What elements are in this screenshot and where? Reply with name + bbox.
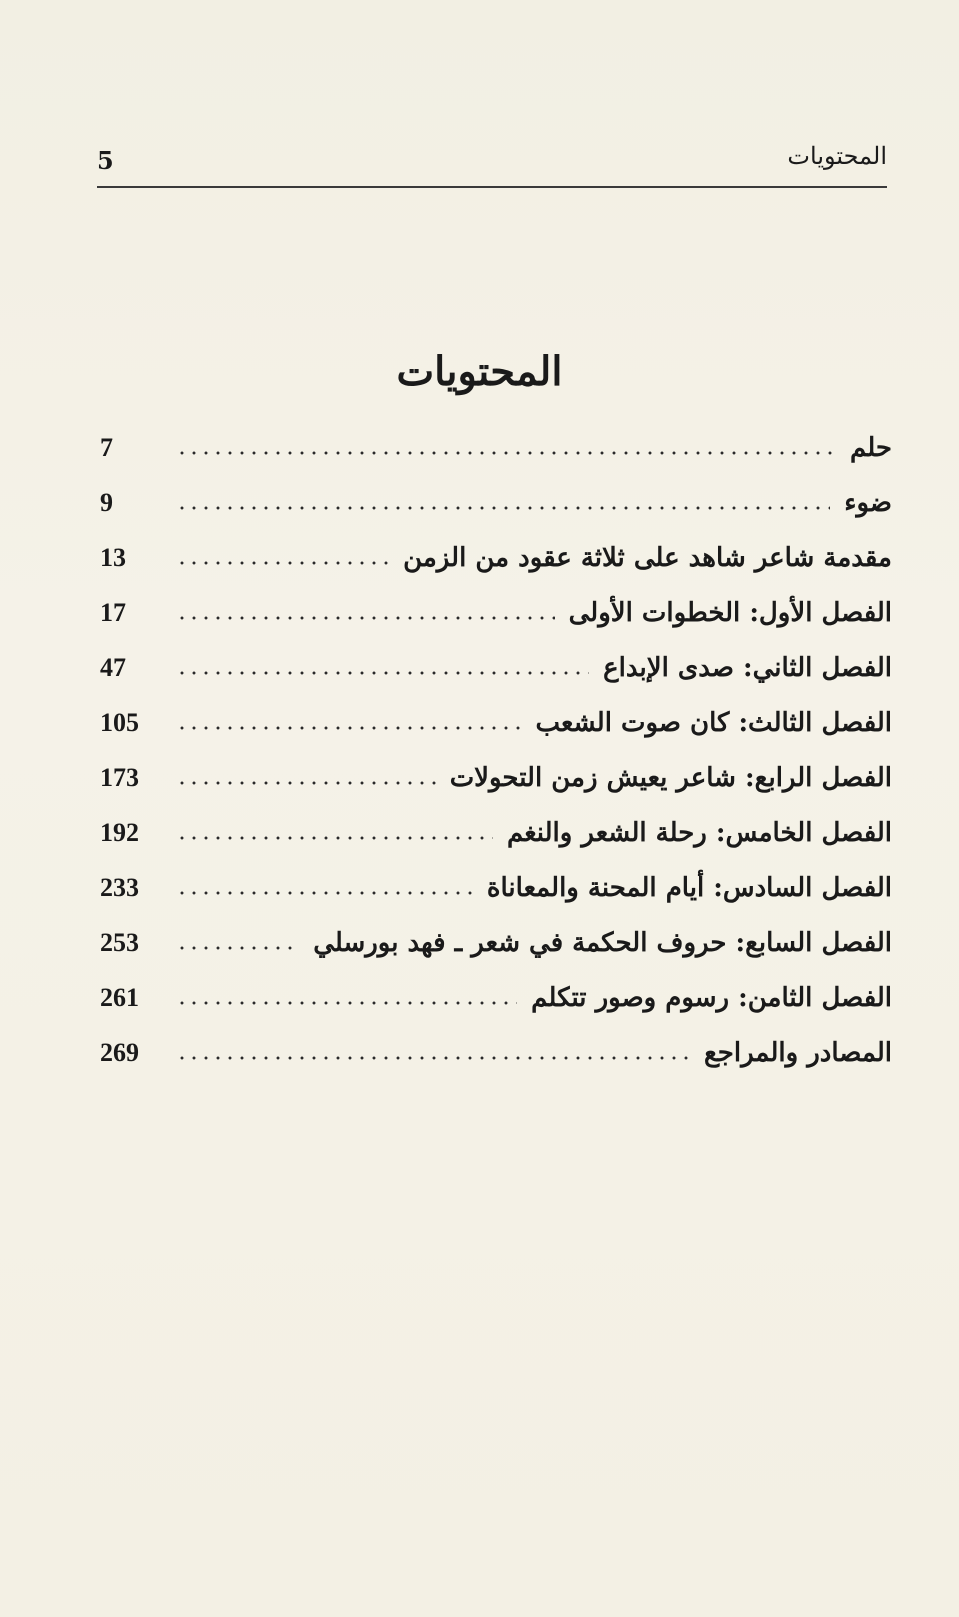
toc-dot-leader [176, 891, 473, 895]
toc-dot-leader [176, 671, 589, 675]
running-title: المحتويات [787, 142, 887, 170]
toc-entry-label: حلم [850, 432, 892, 463]
toc-entry-page: 105 [100, 707, 139, 737]
toc-dot-leader [176, 1056, 690, 1060]
toc-entry-page: 233 [100, 872, 139, 902]
toc-entry-label: الفصل الأول: الخطوات الأولى [568, 597, 892, 628]
toc-dot-leader [176, 781, 436, 785]
toc-dot-leader [176, 616, 555, 620]
toc-entry-page: 47 [100, 652, 126, 682]
toc-entry-label: مقدمة شاعر شاهد على ثلاثة عقود من الزمن [403, 542, 892, 573]
toc-entry[interactable] [100, 970, 892, 1025]
toc-dot-leader [176, 726, 522, 730]
toc-entry-page: 253 [100, 927, 139, 957]
toc-entry-label: ضوء [844, 487, 892, 518]
toc-entry-page: 7 [100, 432, 113, 462]
toc-dot-leader [176, 561, 389, 565]
page-number: 5 [97, 146, 114, 175]
toc-entry-label: الفصل الثامن: رسوم وصور تتكلم [531, 982, 892, 1013]
running-header [97, 138, 887, 188]
toc-entry-label: الفصل الخامس: رحلة الشعر والنغم [506, 817, 892, 848]
toc-title: المحتويات [396, 348, 563, 395]
toc-dot-leader [176, 1001, 517, 1005]
toc-entry-page: 261 [100, 982, 139, 1012]
toc-entry[interactable] [100, 420, 892, 475]
toc-entry-label: الفصل الرابع: شاعر يعيش زمن التحولات [449, 762, 892, 793]
toc-entry-label: الفصل الثالث: كان صوت الشعب [535, 707, 892, 738]
toc-entry-label: الفصل الثاني: صدى الإبداع [603, 652, 892, 683]
toc-dot-leader [176, 506, 830, 510]
toc-entry-page: 13 [100, 542, 126, 572]
toc-entry[interactable] [100, 860, 892, 915]
toc-entry[interactable] [100, 475, 892, 530]
toc-entry[interactable] [100, 750, 892, 805]
toc-dot-leader [176, 836, 493, 840]
toc-entry-page: 173 [100, 762, 139, 792]
toc-entry[interactable] [100, 695, 892, 750]
toc-entry-page: 192 [100, 817, 139, 847]
toc-entry-page: 17 [100, 597, 126, 627]
toc-entry-label: الفصل السابع: حروف الحكمة في شعر ـ فهد بورسلي [313, 927, 892, 958]
toc-entry-label: الفصل السادس: أيام المحنة والمعاناة [486, 872, 892, 903]
toc-entry-page: 269 [100, 1037, 139, 1067]
toc-entry[interactable] [100, 640, 892, 695]
toc-entry-page: 9 [100, 487, 113, 517]
toc-list [100, 420, 892, 1080]
toc-dot-leader [176, 451, 836, 455]
toc-entry[interactable] [100, 805, 892, 860]
toc-dot-leader [176, 946, 299, 950]
toc-entry[interactable] [100, 915, 892, 970]
toc-entry[interactable] [100, 1025, 892, 1080]
toc-entry[interactable] [100, 585, 892, 640]
toc-entry[interactable] [100, 530, 892, 585]
toc-entry-label: المصادر والمراجع [703, 1037, 892, 1068]
